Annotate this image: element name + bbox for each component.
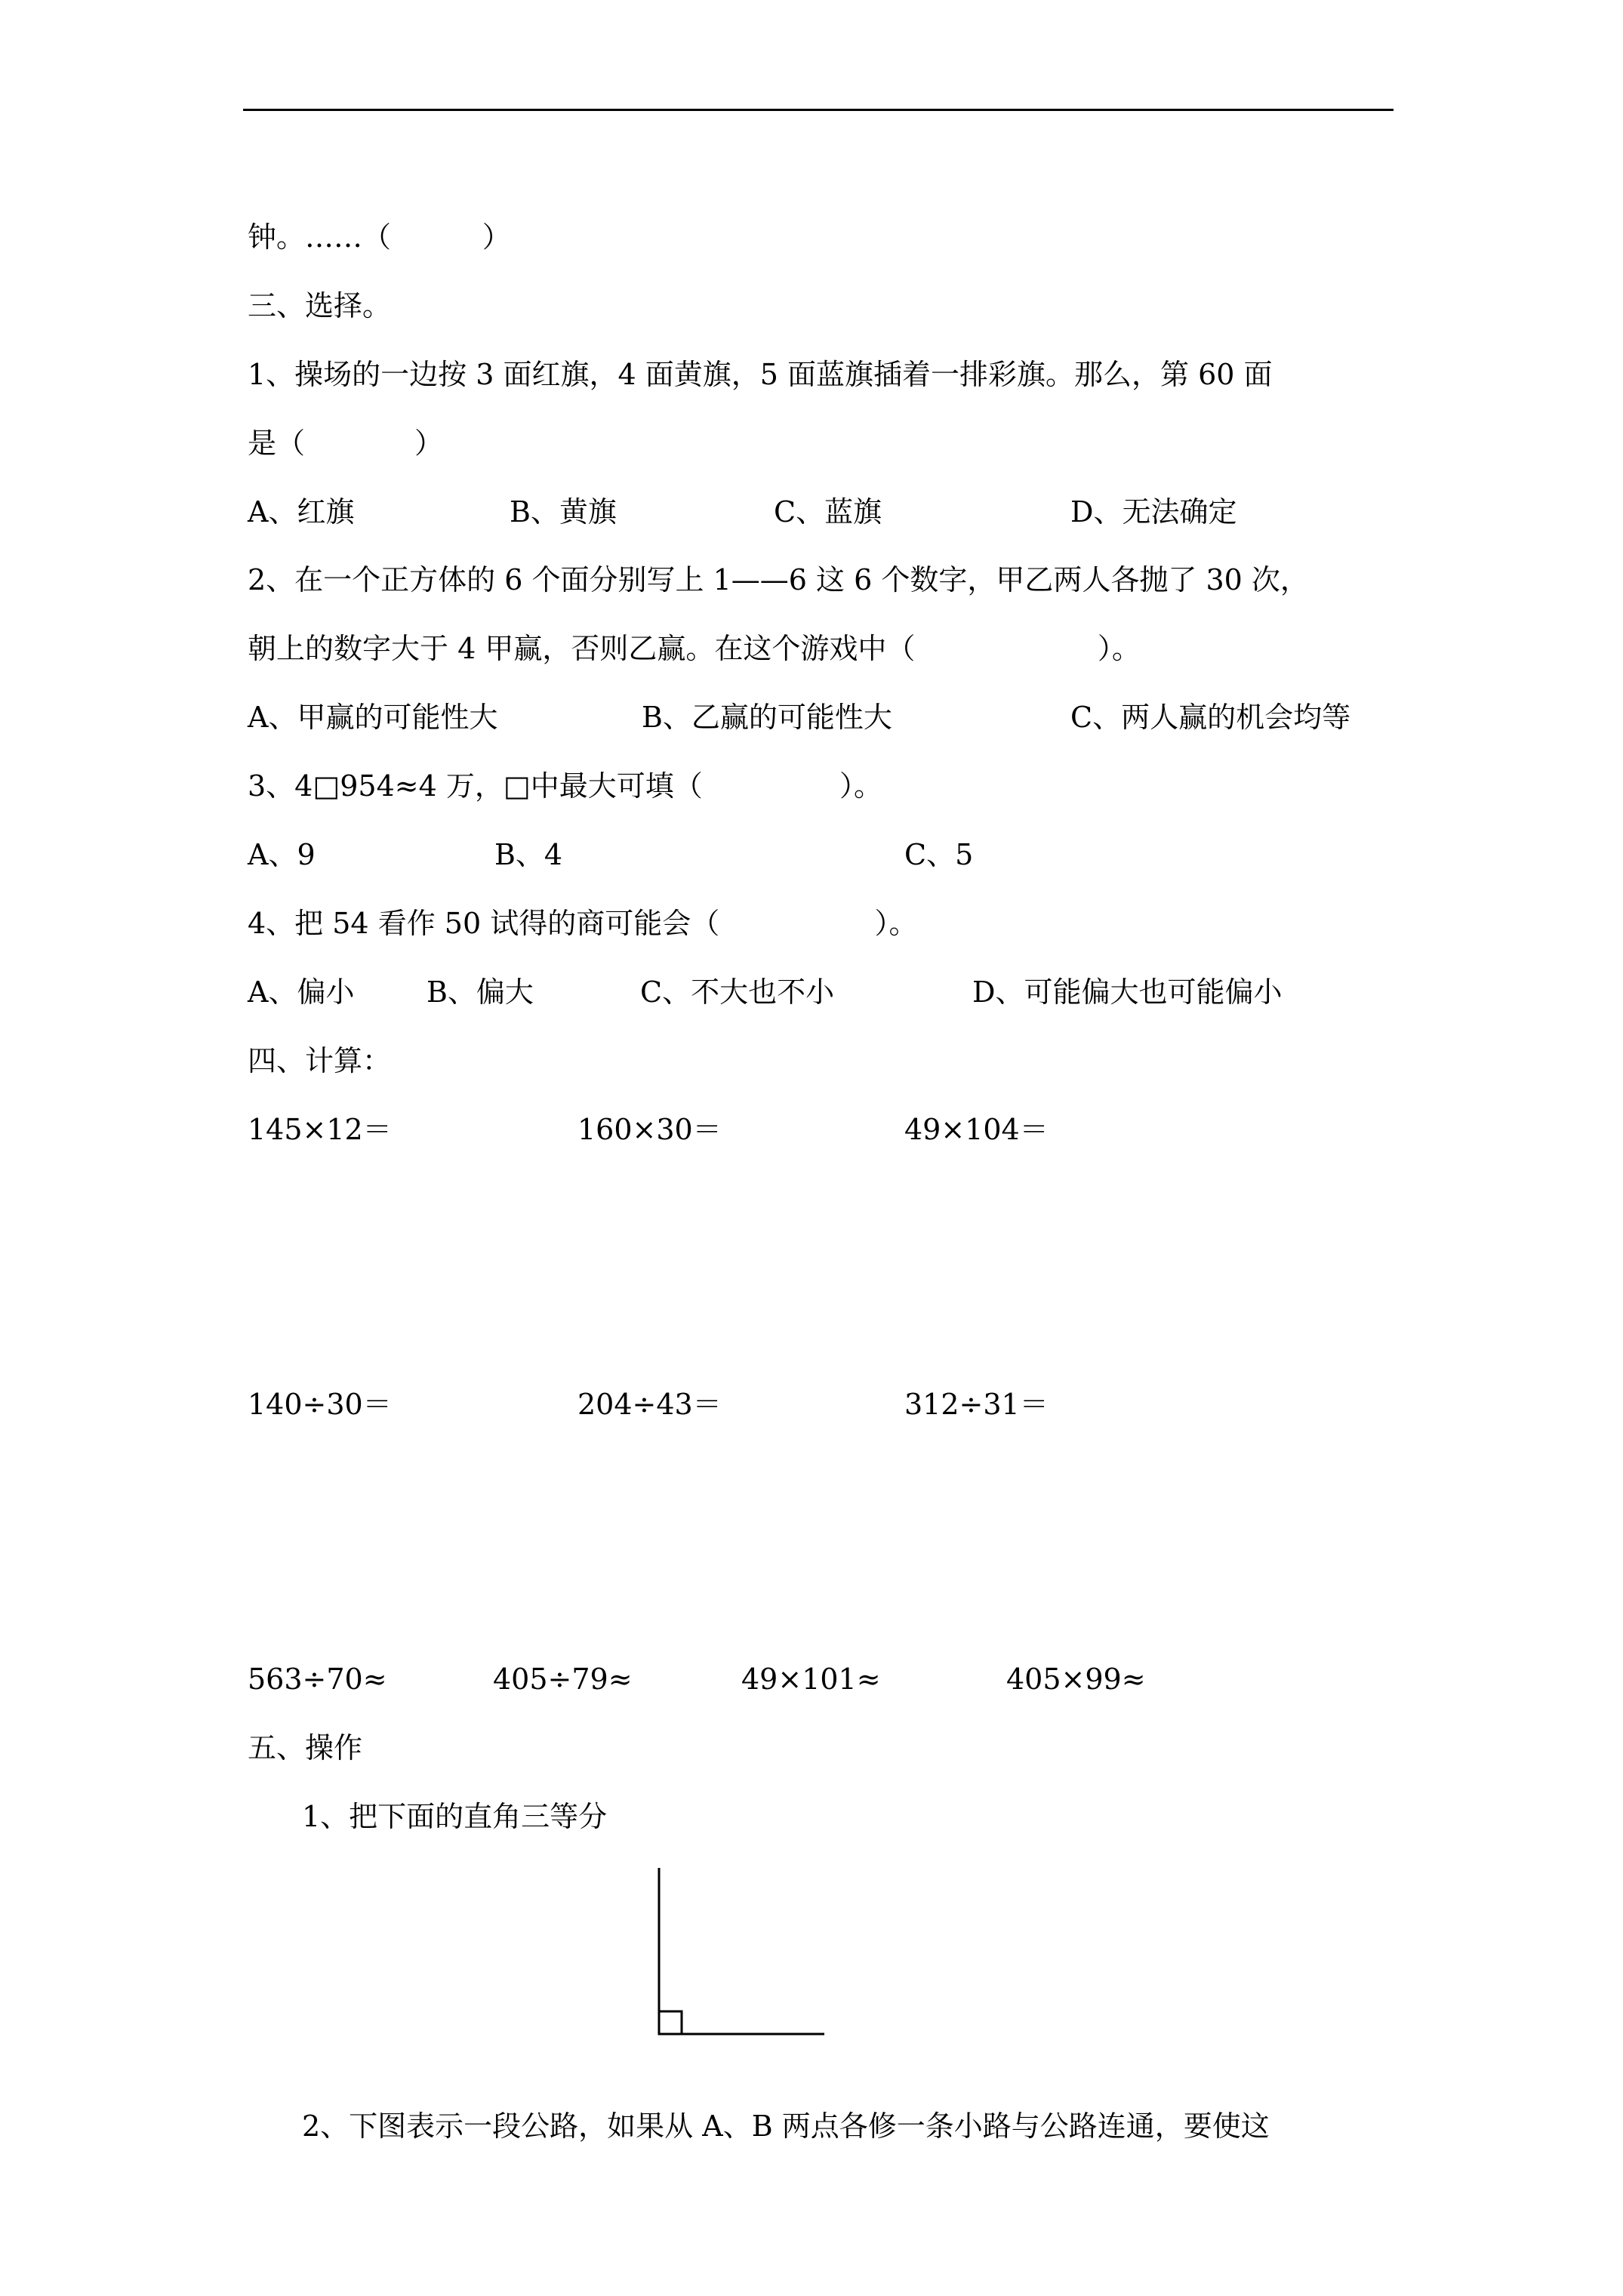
- q1-option-c: C、蓝旗: [774, 495, 882, 529]
- q3-option-b: B、4: [494, 838, 563, 871]
- q1-option-d: D、无法确定: [1070, 495, 1237, 529]
- q2-option-a: A、甲赢的可能性大: [248, 701, 498, 734]
- q1-option-a: A、红旗: [248, 495, 355, 529]
- q4-stem: 4、把 54 看作 50 试得的商可能会（ ）。: [248, 907, 918, 940]
- calc-2-2: 204÷43＝: [577, 1388, 722, 1421]
- calc-3-3: 49×101≈: [741, 1663, 881, 1696]
- q4-option-b: B、偏大: [427, 975, 534, 1009]
- calc-3-1: 563÷70≈: [248, 1663, 387, 1696]
- section-4-heading: 四、计算：: [248, 1044, 392, 1077]
- q2-stem-line1: 2、在一个正方体的 6 个面分别写上 1——6 这 6 个数字，甲乙两人各抛了 30 次，: [248, 563, 1309, 596]
- q4-option-a: A、偏小: [248, 975, 355, 1009]
- calc-3-4: 405×99≈: [1006, 1663, 1146, 1696]
- section-3-heading: 三、选择。: [248, 289, 392, 322]
- right-angle-figure: [649, 1865, 830, 2046]
- q1-stem-line2: 是（ ）: [248, 427, 443, 460]
- calc-2-3: 312÷31＝: [904, 1388, 1049, 1421]
- q3-option-a: A、9: [248, 838, 316, 871]
- right-angle-marker: [659, 2011, 682, 2034]
- section-5-heading: 五、操作: [248, 1731, 363, 1764]
- header-rule: [243, 109, 1394, 111]
- calc-3-2: 405÷79≈: [493, 1663, 633, 1696]
- q2-stem-line2: 朝上的数字大于 4 甲赢，否则乙赢。在这个游戏中（ ）。: [248, 632, 1141, 665]
- q4-option-d: D、可能偏大也可能偏小: [972, 975, 1283, 1009]
- calc-1-3: 49×104＝: [904, 1113, 1049, 1146]
- q1-stem-line1: 1、操场的一边按 3 面红旗，4 面黄旗，5 面蓝旗插着一排彩旗。那么，第 60 面: [248, 358, 1273, 391]
- q4-option-c: C、不大也不小: [640, 975, 835, 1009]
- q2-option-c: C、两人赢的机会均等: [1070, 701, 1351, 734]
- calc-1-1: 145×12＝: [248, 1113, 392, 1146]
- calc-2-1: 140÷30＝: [248, 1388, 392, 1421]
- continuation-line: 钟。……（ ）: [248, 220, 511, 254]
- op-q1: 1、把下面的直角三等分: [302, 1800, 608, 1833]
- q3-stem: 3、4□954≈4 万，□中最大可填（ ）。: [248, 769, 882, 803]
- op-q2: 2、下图表示一段公路，如果从 A、B 两点各修一条小路与公路连通，要使这: [302, 2110, 1270, 2143]
- q2-option-b: B、乙赢的可能性大: [642, 701, 892, 734]
- calc-1-2: 160×30＝: [577, 1113, 722, 1146]
- q1-option-b: B、黄旗: [510, 495, 617, 529]
- q3-option-c: C、5: [904, 838, 974, 871]
